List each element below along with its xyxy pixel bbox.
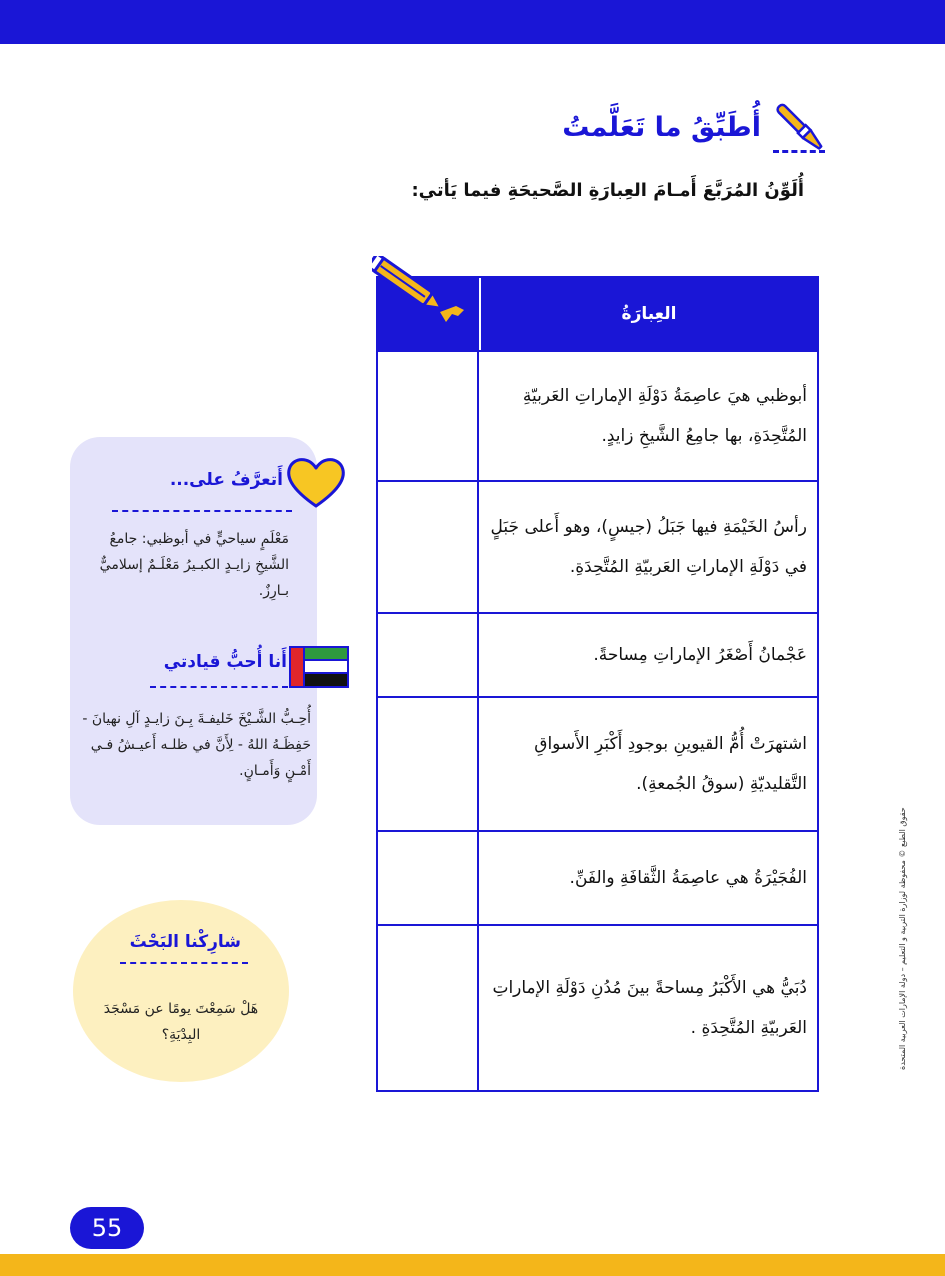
color-square[interactable] xyxy=(378,352,479,480)
table-row xyxy=(378,612,817,696)
heart-icon xyxy=(284,454,348,510)
copyright-note: حقوق الطبع © محفوظة لوزارة التربية و التعليم – دولة الإمارات العربية المتحدة xyxy=(898,807,907,1070)
bottom-bar xyxy=(0,1254,945,1276)
header-statement: العِبارَةُ xyxy=(621,304,677,324)
instruction-text: أُلَوِّنُ المُرَبَّعَ أَمـامَ العِبارَةِ الصَّحيحَةِ فيما يَأتي: xyxy=(411,180,804,201)
page-title: أُطَبِّقُ ما تَعَلَّمتُ xyxy=(562,112,761,143)
love-text: أُحِـبُّ الشَّـيْخَ خَليفـةَ بِـنَ زايـدٍ آلِ نهيانَ - حَفِظَـهُ اللهُ - لِأَنَّ في ظلـه أَعيـشُ فـي أَمْـنٍ وَأَمـانٍ. xyxy=(82,711,311,779)
paintbrush-icon xyxy=(772,100,828,156)
pencil-icon xyxy=(372,256,472,328)
table-row xyxy=(378,924,817,1090)
table-row xyxy=(378,480,817,612)
statement-text: اشتهرَتْ أُمُّ القيوينِ بوجودِ أَكْبَرِ الأَسواقِ التَّقليديّةِ (سوقُ الجُمعةِ). xyxy=(534,734,807,794)
color-square[interactable] xyxy=(378,614,479,696)
research-title: شارِكْنا البَحْثَ xyxy=(129,932,241,952)
know-underline xyxy=(112,510,292,512)
color-square[interactable] xyxy=(378,698,479,830)
title-underline xyxy=(773,150,825,153)
love-title: أَنا أُحبُّ قيادتي xyxy=(163,652,287,672)
statements-table xyxy=(376,276,819,1092)
statement-text: عَجْمانُ أَصْغَرُ الإماراتِ مِساحةً. xyxy=(593,645,807,665)
love-underline xyxy=(150,686,288,688)
statement-text: أبوظبي هيَ عاصِمَةُ دَوْلَةِ الإماراتِ العَربيّةِ المُتَّحِدَةِ، بها جامِعُ الشَّيخِ زايدٍ. xyxy=(522,386,807,446)
research-underline xyxy=(120,962,248,964)
table-row xyxy=(378,830,817,924)
statement-text: دُبَيُّ هي الأَكْبَرُ مِساحةً بينَ مُدُنِ دَوْلَةِ الإماراتِ العَربيّةِ المُتَّحِدَةِ . xyxy=(492,978,807,1038)
color-square[interactable] xyxy=(378,926,479,1090)
research-text: هَلْ سَمِعْتَ يومًا عن مَسْجَدَ البِدْيَةِ؟ xyxy=(103,1001,259,1043)
research-circle xyxy=(73,900,289,1082)
top-bar xyxy=(0,0,945,44)
table-row xyxy=(378,696,817,830)
know-text: مَعْلَمٍ سياحيٍّ في أبوظبي: جامعُ الشَّيخِ زايـدٍ الكبـيرُ مَعْلَـمٌ إسلاميٌّ بـارِزٌ. xyxy=(99,531,289,599)
statement-text: الفُجَيْرَةُ هي عاصِمَةُ الثَّقافَةِ والفَنِّ. xyxy=(569,868,807,888)
statement-text: رأسُ الخَيْمَةِ فيها جَبَلُ (جيسٍ)، وهو أَعلى جَبَلٍ في دَوْلَةِ الإماراتِ العَربيّةِ المُتَّحِدَةِ. xyxy=(490,517,807,577)
know-title: أَتعرَّفُ على... xyxy=(169,470,283,490)
color-square[interactable] xyxy=(378,832,479,924)
page-number: 55 xyxy=(70,1207,144,1249)
uae-flag-icon xyxy=(288,645,350,689)
table-row xyxy=(378,350,817,480)
color-square[interactable] xyxy=(378,482,479,612)
